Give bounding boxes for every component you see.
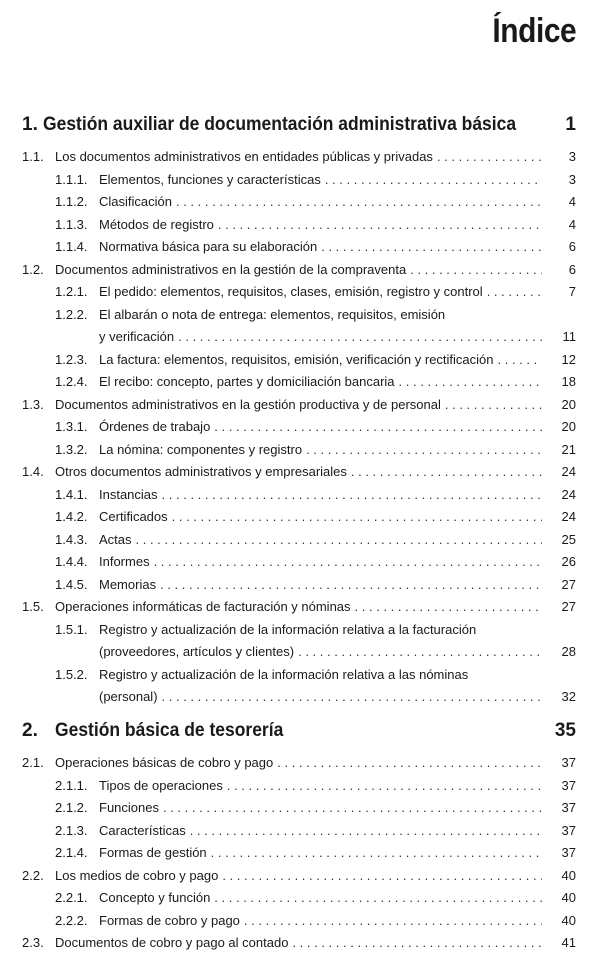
entry-number: 1.2.2. xyxy=(55,306,88,322)
entry-number: 1.4.1. xyxy=(55,486,88,502)
toc-entry[interactable] xyxy=(22,239,576,259)
chapter-number: 2. xyxy=(22,720,38,741)
entry-page: 37 xyxy=(561,755,576,770)
entry-number: 2.1.2. xyxy=(55,800,88,815)
entry-page: 40 xyxy=(561,912,576,928)
toc-entry[interactable] xyxy=(22,442,576,462)
entry-page: 37 xyxy=(561,800,576,815)
toc-entry[interactable] xyxy=(22,172,576,192)
dot-leader xyxy=(306,442,542,457)
entry-number: 1.3.2. xyxy=(55,441,88,457)
entry-title: La factura: elementos, requisitos, emisión, verificación y rectificación xyxy=(99,351,494,367)
dot-leader xyxy=(154,554,542,569)
toc-entry[interactable] xyxy=(22,149,576,169)
entry-page: 20 xyxy=(561,396,576,412)
dot-leader xyxy=(178,329,542,344)
dot-leader xyxy=(399,374,542,389)
entry-title: Certificados xyxy=(99,509,168,524)
entry-number: 1.4. xyxy=(22,464,44,479)
entry-number: 2.1.4. xyxy=(55,845,88,860)
entry-page: 20 xyxy=(561,419,576,434)
dot-leader xyxy=(355,599,542,614)
entry-number: 1.3.1. xyxy=(55,419,88,434)
entry-title: Características xyxy=(99,822,186,838)
entry-page: 3 xyxy=(568,171,576,187)
toc-entry[interactable] xyxy=(22,217,576,237)
toc-entry[interactable] xyxy=(22,419,576,439)
dot-leader xyxy=(321,239,542,254)
dot-leader xyxy=(351,464,542,479)
entry-page: 27 xyxy=(561,599,576,614)
dot-leader xyxy=(214,890,542,905)
toc-entry[interactable] xyxy=(22,913,576,933)
entry-title: Documentos administrativos en la gestión productiva y de personal xyxy=(55,396,441,412)
entry-title: Actas xyxy=(99,531,132,547)
entry-title: Operaciones informáticas de facturación y nóminas xyxy=(55,599,351,614)
entry-page: 37 xyxy=(561,777,576,793)
toc-entry[interactable] xyxy=(22,262,576,282)
entry-number: 1.5. xyxy=(22,599,44,614)
toc-entry[interactable] xyxy=(22,554,576,574)
entry-title: Informes xyxy=(99,554,150,569)
dot-leader xyxy=(227,778,542,793)
toc-entry[interactable] xyxy=(22,509,576,529)
entry-page: 24 xyxy=(561,486,576,502)
entry-title: Los medios de cobro y pago xyxy=(55,867,219,883)
dot-leader xyxy=(410,262,542,277)
entry-title: Otros documentos administrativos y empresariales xyxy=(55,464,347,479)
dot-leader xyxy=(176,194,542,209)
entry-page: 28 xyxy=(561,644,576,659)
chapter-number: 1. xyxy=(22,114,38,135)
dot-leader xyxy=(498,352,542,367)
entry-number: 1.1. xyxy=(22,149,44,164)
entry-number: 1.4.2. xyxy=(55,509,88,524)
toc-entry[interactable] xyxy=(22,890,576,910)
entry-page: 11 xyxy=(562,329,576,344)
entry-number: 2.1.3. xyxy=(55,822,88,838)
entry-title: Funciones xyxy=(99,800,159,815)
entry-number: 1.4.5. xyxy=(55,576,88,592)
entry-title: El recibo: concepto, partes y domiciliación bancaria xyxy=(99,374,395,389)
dot-leader xyxy=(437,149,542,164)
toc-entry[interactable] xyxy=(22,800,576,820)
dot-leader xyxy=(160,577,542,592)
entry-number: 2.1.1. xyxy=(55,777,88,793)
entry-title: Elementos, funciones y características xyxy=(99,171,321,187)
toc-entry[interactable] xyxy=(22,667,576,687)
entry-page: 25 xyxy=(561,531,576,547)
chapter-heading[interactable] xyxy=(22,114,576,140)
entry-title: El albarán o nota de entrega: elementos, requisitos, emisión xyxy=(99,306,446,322)
dot-leader xyxy=(172,509,542,524)
dot-leader xyxy=(190,823,542,838)
entry-page: 4 xyxy=(568,216,576,232)
toc-entry[interactable] xyxy=(22,487,576,507)
entry-title: Normativa básica para su elaboración xyxy=(99,239,318,254)
entry-number: 1.1.2. xyxy=(55,194,88,209)
entry-title: Clasificación xyxy=(99,194,172,209)
entry-title: Registro y actualización de la información relativa a las nóminas xyxy=(99,666,469,682)
entry-number: 2.1. xyxy=(22,755,44,770)
entry-page: 26 xyxy=(561,554,576,569)
dot-leader xyxy=(325,172,542,187)
toc-entry[interactable] xyxy=(22,778,576,798)
entry-title: Documentos administrativos en la gestión de la compraventa xyxy=(55,261,407,277)
chapter-title: Gestión auxiliar de documentación administrativa básica xyxy=(42,114,516,135)
entry-number: 1.2.1. xyxy=(55,284,88,299)
entry-number: 2.2.2. xyxy=(55,912,88,928)
entry-page: 7 xyxy=(568,284,576,299)
chapter-page: 1 xyxy=(565,114,576,135)
entry-page: 18 xyxy=(561,374,576,389)
toc-entry[interactable] xyxy=(22,935,576,955)
entry-page: 41 xyxy=(561,935,576,950)
toc-entry[interactable] xyxy=(22,823,576,843)
chapter-title: Gestión básica de tesorería xyxy=(55,720,284,741)
page-title: Índice xyxy=(492,12,576,50)
toc-entry[interactable] xyxy=(22,464,576,484)
dot-leader xyxy=(277,755,542,770)
toc-entry[interactable] xyxy=(22,599,576,619)
entry-title: y verificación xyxy=(99,329,175,344)
entry-title: Documentos de cobro y pago al contado xyxy=(55,935,289,950)
entry-page: 24 xyxy=(561,464,576,479)
entry-number: 1.4.3. xyxy=(55,531,88,547)
toc-entry[interactable] xyxy=(22,532,576,552)
entry-number: 1.3. xyxy=(22,396,44,412)
dot-leader xyxy=(222,868,542,883)
entry-number: 2.3. xyxy=(22,935,44,950)
dot-leader xyxy=(292,935,542,950)
dot-leader xyxy=(211,845,542,860)
entry-title: Órdenes de trabajo xyxy=(99,419,211,434)
dot-leader xyxy=(244,913,542,928)
entry-page: 6 xyxy=(568,261,576,277)
entry-page: 3 xyxy=(568,149,576,164)
dot-leader xyxy=(163,800,542,815)
entry-title: Tipos de operaciones xyxy=(99,777,223,793)
entry-page: 4 xyxy=(568,194,576,209)
entry-title: Memorias xyxy=(99,576,157,592)
entry-title: Formas de gestión xyxy=(99,845,207,860)
toc-entry-continuation[interactable] xyxy=(22,689,576,709)
entry-title: La nómina: componentes y registro xyxy=(99,441,303,457)
dot-leader xyxy=(218,217,542,232)
entry-number: 1.5.2. xyxy=(55,666,88,682)
toc-entry[interactable] xyxy=(22,755,576,775)
entry-number: 1.1.4. xyxy=(55,239,88,254)
entry-title: Instancias xyxy=(99,486,158,502)
entry-number: 1.2. xyxy=(22,261,44,277)
toc-entry[interactable] xyxy=(22,868,576,888)
entry-title: (proveedores, artículos y clientes) xyxy=(99,644,295,659)
dot-leader xyxy=(136,532,542,547)
dot-leader xyxy=(162,487,542,502)
entry-number: 2.2. xyxy=(22,867,44,883)
dot-leader xyxy=(298,644,542,659)
dot-leader xyxy=(214,419,542,434)
dot-leader xyxy=(487,284,542,299)
entry-number: 1.1.3. xyxy=(55,216,88,232)
entry-page: 24 xyxy=(561,509,576,524)
entry-number: 1.2.4. xyxy=(55,374,88,389)
entry-page: 6 xyxy=(568,239,576,254)
toc-entry-continuation[interactable] xyxy=(22,644,576,664)
entry-page: 27 xyxy=(561,576,576,592)
entry-title: Formas de cobro y pago xyxy=(99,912,240,928)
entry-page: 37 xyxy=(561,845,576,860)
entry-number: 1.5.1. xyxy=(55,621,88,637)
entry-number: 1.1.1. xyxy=(55,171,88,187)
entry-title: Métodos de registro xyxy=(99,216,214,232)
entry-page: 40 xyxy=(561,890,576,905)
entry-title: Los documentos administrativos en entidades públicas y privadas xyxy=(55,149,433,164)
entry-title: Registro y actualización de la información relativa a la facturación xyxy=(99,621,477,637)
entry-number: 1.2.3. xyxy=(55,351,88,367)
toc-entry[interactable] xyxy=(22,577,576,597)
entry-title: Concepto y función xyxy=(99,890,211,905)
toc-entry[interactable] xyxy=(22,397,576,417)
entry-page: 40 xyxy=(561,867,576,883)
entry-number: 1.4.4. xyxy=(55,554,88,569)
dot-leader xyxy=(445,397,542,412)
toc-entry[interactable] xyxy=(22,284,576,304)
entry-title: (personal) xyxy=(99,689,158,704)
entry-page: 32 xyxy=(561,689,576,704)
toc-entry[interactable] xyxy=(22,352,576,372)
chapter-page: 35 xyxy=(554,720,576,741)
dot-leader xyxy=(162,689,542,704)
entry-page: 37 xyxy=(561,822,576,838)
entry-page: 12 xyxy=(561,351,576,367)
entry-number: 2.2.1. xyxy=(55,890,88,905)
entry-title: Operaciones básicas de cobro y pago xyxy=(55,755,274,770)
entry-page: 21 xyxy=(561,441,576,457)
toc-entry[interactable] xyxy=(22,374,576,394)
toc-entry[interactable] xyxy=(22,307,576,327)
toc-entry[interactable] xyxy=(22,622,576,642)
toc-entry[interactable] xyxy=(22,194,576,214)
entry-title: El pedido: elementos, requisitos, clases, emisión, registro y control xyxy=(99,284,483,299)
toc-entry-continuation[interactable] xyxy=(22,329,576,349)
chapter-heading[interactable] xyxy=(22,720,576,746)
toc-entry[interactable] xyxy=(22,845,576,865)
